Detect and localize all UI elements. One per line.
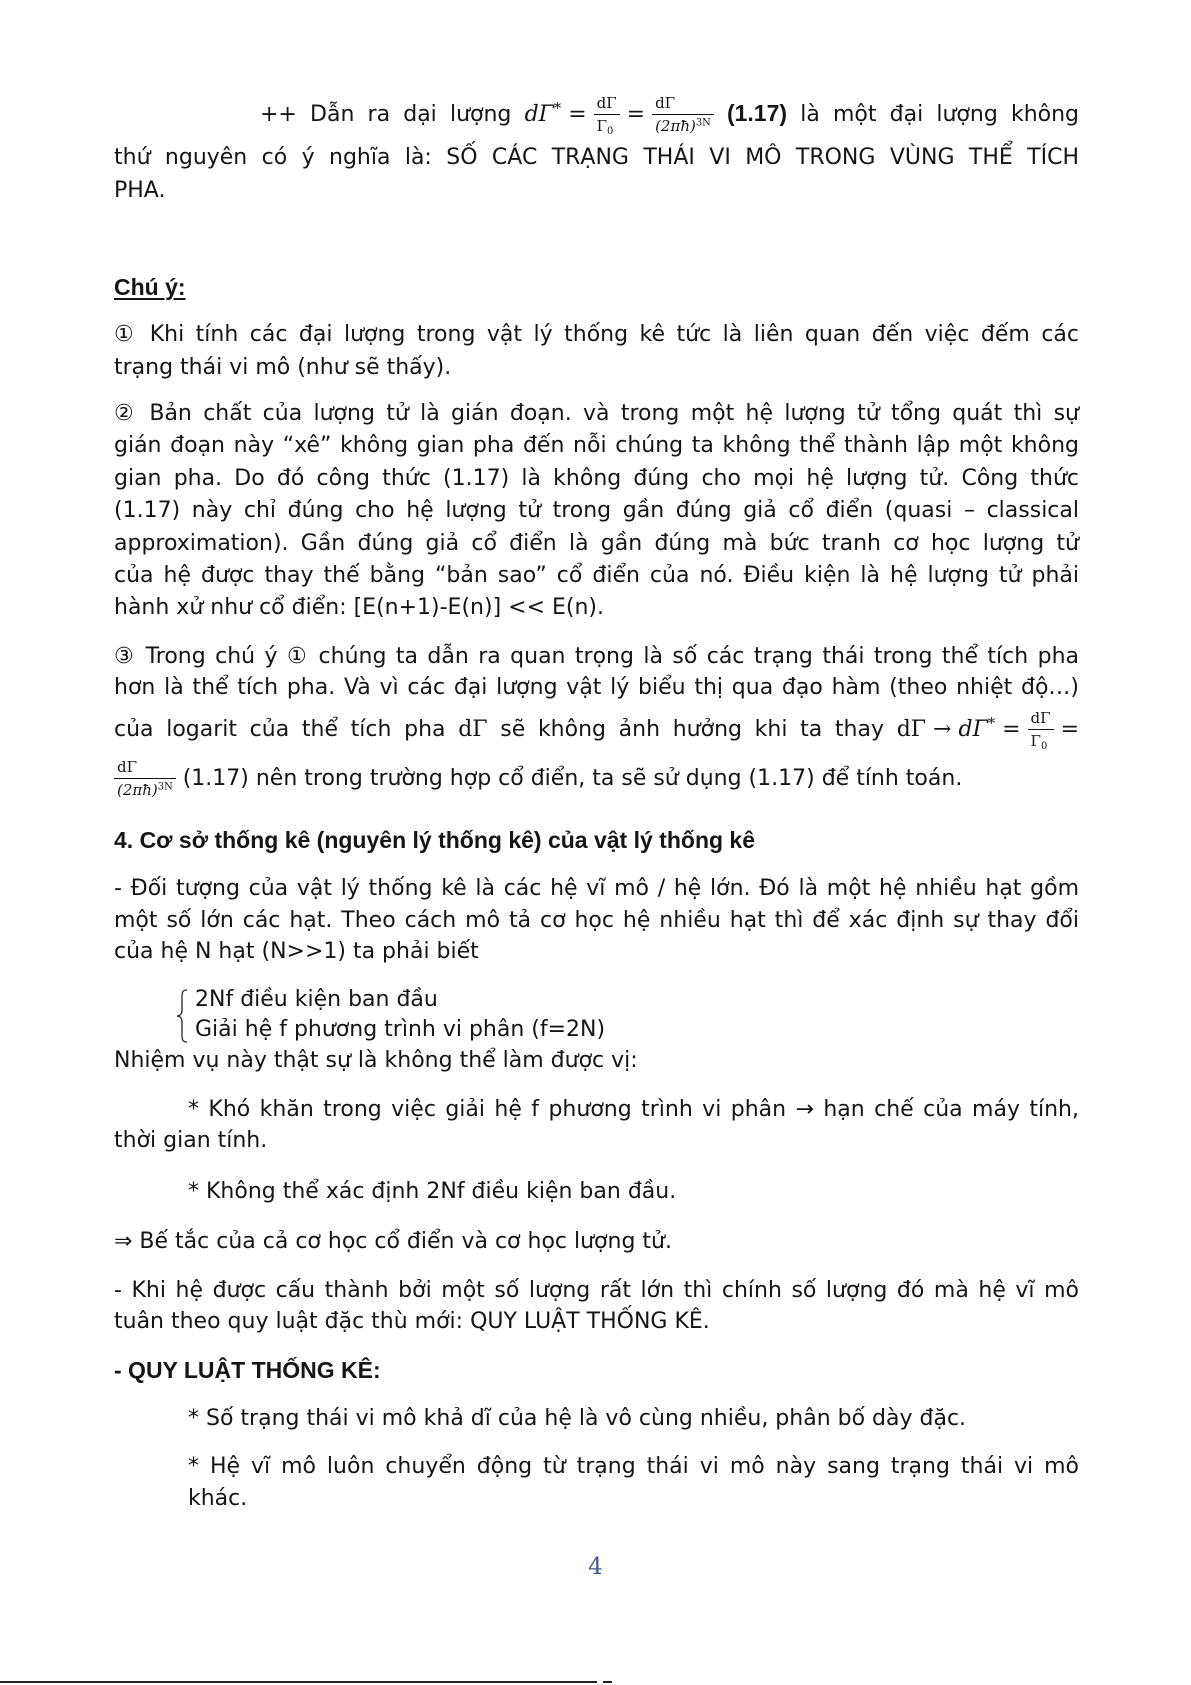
law-heading: - QUY LUẬT THỐNG KÊ: — [114, 1357, 381, 1383]
note-1 — [114, 318, 1079, 384]
intro-line: thứ nguyên có ý nghĩa là: SỐ CÁC TRẠNG THÁI VI MÔ TRONG VÙNG THỂ TÍCH — [114, 145, 1079, 170]
fraction-over-planck — [114, 758, 176, 800]
law-2 — [188, 1451, 1079, 1515]
fraction-over-planck — [652, 94, 714, 136]
fraction-denominator — [114, 779, 176, 800]
formula-lhs-symbol: dΓ — [524, 101, 554, 127]
note-2-line: gian pha. Do đó công thức (1.17) là không đúng cho mọi hệ lượng tử. Công thức — [114, 465, 1079, 491]
curly-brace — [176, 989, 190, 1043]
notes-heading-block — [114, 271, 1079, 305]
note-3-formula-line — [114, 703, 1079, 757]
note-3-text: của logarit của thể tích pha — [114, 717, 446, 742]
law-1 — [188, 1403, 1079, 1435]
phase-state-count-formula — [525, 94, 714, 136]
note-2 — [114, 398, 1079, 625]
difficulty-1-line: * Khó khăn trong việc giải hệ f phương trình vi phân → hạn chế của máy tính, — [188, 1097, 1079, 1122]
planck-term: (2πħ) — [117, 781, 158, 799]
formula-lhs — [525, 102, 562, 128]
conclusion-block — [114, 1226, 1079, 1258]
fraction-denominator — [1028, 730, 1054, 751]
note-3 — [114, 641, 1079, 801]
brace-item: Giải hệ f phương trình vi phân (f=2N) — [195, 1017, 606, 1042]
fraction-denominator — [594, 115, 620, 136]
fraction-denominator — [652, 115, 714, 136]
law-2-line: khác. — [188, 1486, 248, 1511]
gamma-subscript: 0 — [607, 125, 614, 137]
difficulty-2 — [114, 1176, 1079, 1208]
note-2-line: gián đoạn này “xê” không gian pha đến nỗi chúng ta không thể thành lập một không — [114, 433, 1079, 459]
intro-first-line — [260, 91, 1079, 137]
section-4-paragraph-1 — [114, 873, 1079, 968]
difficulty-1-line: thời gian tính. — [114, 1128, 268, 1153]
note-1-line: ① Khi tính các đại lượng trong vật lý thống kê tức là liên quan đến việc đếm các — [114, 322, 1079, 347]
note-1-line: trạng thái vi mô (như sẽ thấy). — [114, 355, 452, 380]
footer-rule-tick — [603, 1681, 612, 1683]
fraction-over-gamma0 — [594, 94, 620, 136]
phase-volume-symbol: dΓ — [896, 716, 927, 742]
right-arrow-icon: → — [933, 716, 952, 742]
planck-fraction-formula — [114, 758, 176, 800]
note-2-line: approximation). Gần đúng giả cổ điển là gần đúng mà bức tranh cơ học lượng tử — [114, 530, 1079, 556]
equals-sign: = — [1002, 716, 1021, 742]
phase-volume-symbol: dΓ — [458, 717, 488, 742]
planck-exponent: 3N — [157, 781, 173, 793]
intro-lead-text: ++ Dẫn ra dại lượng — [260, 102, 512, 127]
difficulty-2-line: * Không thể xác định 2Nf điều kiện ban đầu. — [188, 1179, 677, 1204]
note-2-line: của hệ được thay thế bằng “bản sao” cổ điển của nó. Điều kiện là hệ lượng tử phải — [114, 563, 1079, 589]
gamma-symbol: Γ — [1030, 732, 1041, 750]
note-2-line: (1.17) này chỉ đúng cho hệ lượng tử trong gần đúng giả cổ điển (quasi – classical — [114, 498, 1079, 524]
equals-sign: = — [626, 101, 646, 127]
formula-lhs-star: * — [987, 715, 996, 732]
note-3-line: ③ Trong chú ý ① chúng ta dẫn ra quan trọng là số các trạng thái trong thể tích pha — [114, 644, 1079, 669]
equals-sign: = — [1060, 716, 1079, 742]
note-3-text: sẽ không ảnh hưởng khi ta thay — [500, 717, 884, 742]
equals-sign: = — [568, 101, 587, 127]
formula-lhs-symbol: dΓ — [958, 716, 988, 742]
brace-items — [195, 985, 895, 1045]
paragraph-line: - Khi hệ được cấu thành bởi một số lượng rất lớn thì chính số lượng đó mà hệ vĩ mô — [114, 1278, 1079, 1303]
substitution-formula — [897, 709, 1079, 751]
intro-after-text: là một đại lượng không — [800, 102, 1080, 127]
law-1-line: * Số trạng thái vi mô khả dĩ của hệ là vô cùng nhiều, phân bố dày đặc. — [188, 1406, 967, 1431]
fraction-numerator: dΓ — [594, 94, 620, 115]
footer-rule — [0, 1681, 597, 1683]
note-3-line: hơn là thể tích pha. Và vì các đại lượng vật lý biểu thị qua đạo hàm (theo nhiệt độ…) — [114, 675, 1079, 700]
fraction-numerator: dΓ — [1028, 709, 1054, 730]
fraction-numerator: dΓ — [114, 758, 176, 779]
difficulty-1 — [114, 1094, 1079, 1156]
note-3-final-line — [114, 757, 1079, 801]
intro-line: PHA. — [114, 178, 166, 203]
gamma-symbol: Γ — [596, 117, 608, 135]
paragraph-line: một số lớn các hạt. Theo cách mô tả cơ học hệ nhiều hạt thì để xác định sự thay đổi — [114, 907, 1079, 933]
paragraph-line: của hệ N hạt (N>>1) ta phải biết — [114, 939, 479, 964]
planck-exponent: 3N — [695, 117, 711, 129]
planck-term: (2πħ) — [655, 117, 696, 135]
section-4-heading-block — [114, 824, 1079, 858]
law-heading-block — [114, 1354, 1079, 1388]
equation-label: (1.17) — [726, 100, 788, 126]
notes-heading: Chú ý: — [114, 274, 186, 300]
note-3-text: (1.17) nên trong trường hợp cổ điển, ta sẽ sử dụng (1.17) để tính toán. — [182, 766, 963, 791]
paragraph-line: tuân theo quy luật đặc thù mới: QUY LUẬT THỐNG KÊ. — [114, 1309, 710, 1334]
law-2-line: * Hệ vĩ mô luôn chuyển động từ trạng thái vi mô này sang trạng thái vi mô — [188, 1454, 1079, 1479]
task-line: Nhiệm vụ này thật sự là không thể làm được vị: — [114, 1048, 638, 1073]
paragraph-line: - Đối tượng của vật lý thống kê là các hệ vĩ mô / hệ lớn. Đó là một hệ nhiều hạt gồm — [114, 876, 1079, 901]
formula-lhs-star: * — [553, 100, 562, 117]
gamma-subscript: 0 — [1040, 740, 1048, 752]
fraction-numerator: dΓ — [652, 94, 714, 115]
section-4-heading: 4. Cơ sở thống kê (nguyên lý thống kê) của vật lý thống kê — [114, 827, 756, 853]
intro-continuation — [114, 141, 1079, 207]
brace-item: 2Nf điều kiện ban đầu — [195, 987, 438, 1012]
section-4-paragraph-2 — [114, 1275, 1079, 1337]
fraction-over-gamma0 — [1028, 709, 1054, 751]
conclusion-line: ⇒ Bế tắc của cả cơ học cổ điển và cơ học lượng tử. — [114, 1229, 672, 1254]
task-line-block — [114, 1045, 1079, 1077]
note-2-line: hành xử như cổ điển: [E(n+1)-E(n)] << E(n). — [114, 595, 605, 621]
page-number: 4 — [588, 1554, 603, 1580]
formula-lhs — [958, 717, 995, 743]
note-2-line: ② Bản chất của lượng tử là gián đoạn. và trong một hệ lượng tử tổng quát thì sự — [114, 401, 1079, 426]
